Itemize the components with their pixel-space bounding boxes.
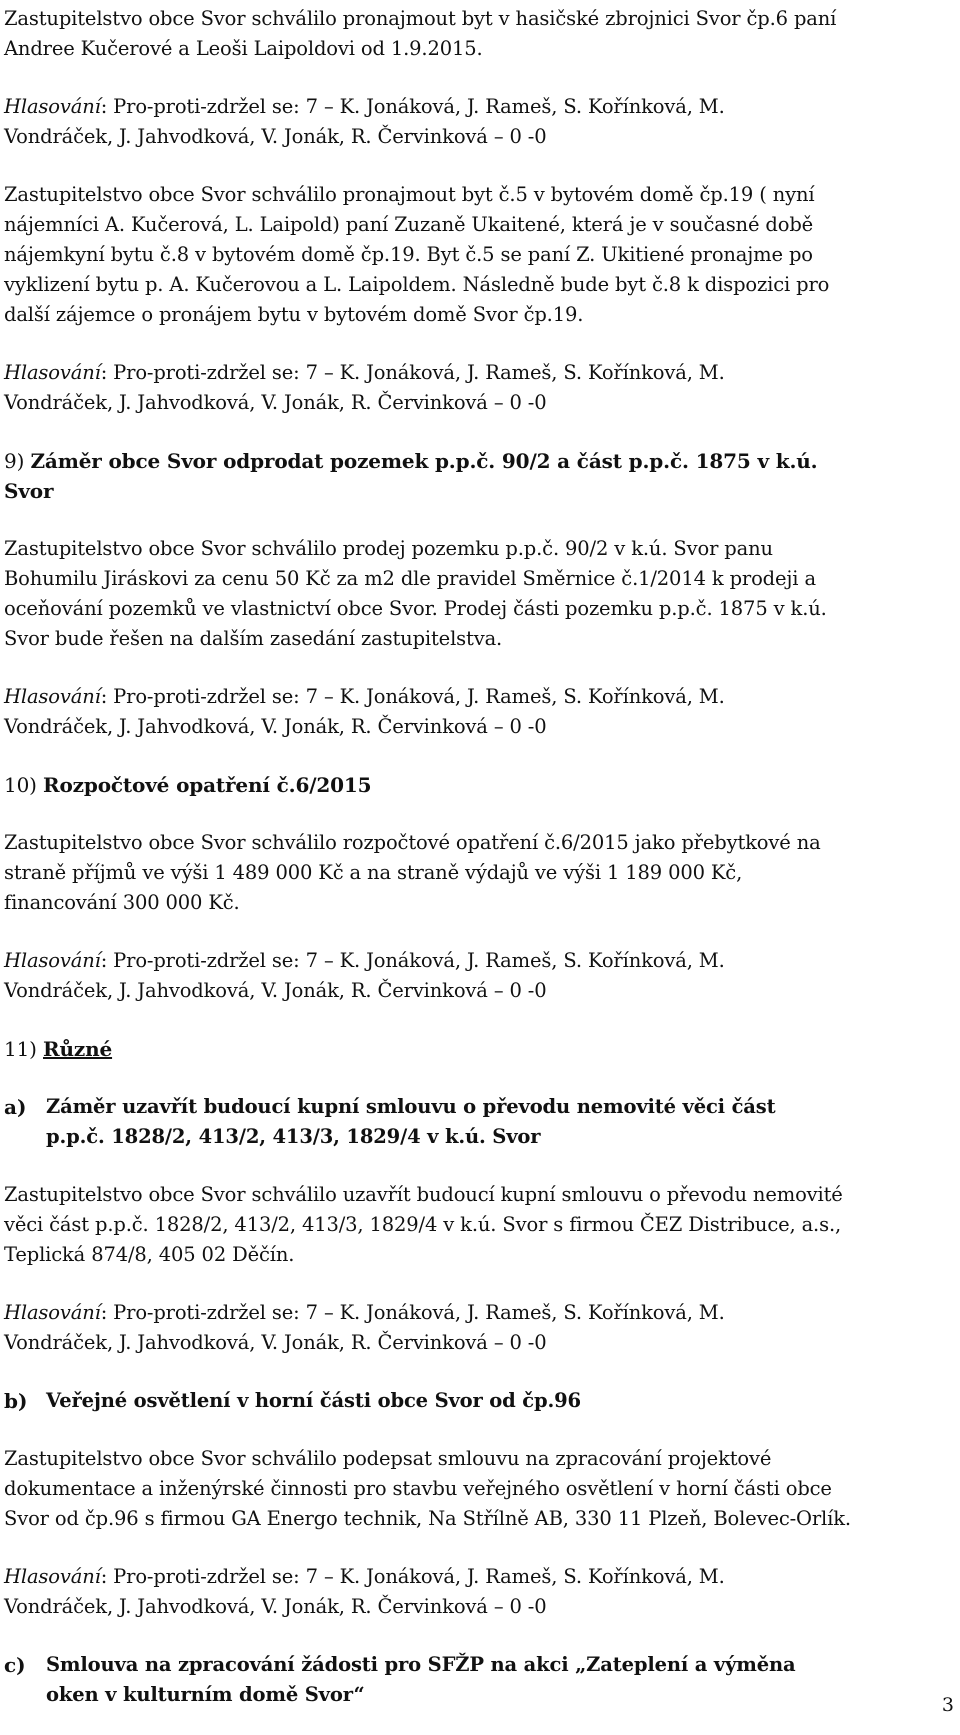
vote-label: Hlasování [4,949,101,972]
subsection-heading-b [4,1386,954,1416]
section-number: 11) [4,1037,44,1061]
subsection-heading-c [4,1650,954,1710]
vote-result: : Pro-proti-zdržel se: 7 – K. Jonáková, J. Rameš, S. Kořínková, M. Vondráček, J. Jahvodková, V. Jonák, R. Červinková – 0 -0 [4,949,725,1002]
section-heading-11 [4,1034,954,1064]
subsection-heading-a [4,1092,954,1152]
vote-label: Hlasování [4,685,101,708]
document-page [4,4,954,1710]
vote-result: : Pro-proti-zdržel se: 7 – K. Jonáková, J. Rameš, S. Kořínková, M. Vondráček, J. Jahvodková, V. Jonák, R. Červinková – 0 -0 [4,1301,725,1354]
vote-result: : Pro-proti-zdržel se: 7 – K. Jonáková, J. Rameš, S. Kořínková, M. Vondráček, J. Jahvodková, V. Jonák, R. Červinková – 0 -0 [4,1565,725,1618]
vote-record [4,1298,954,1358]
section-title: Různé [43,1037,113,1061]
vote-result: : Pro-proti-zdržel se: 7 – K. Jonáková, J. Rameš, S. Kořínková, M. Vondráček, J. Jahvodková, V. Jonák, R. Červinková – 0 -0 [4,361,725,414]
subsection-title: Smlouva na zpracování žádosti pro SFŽP na akci „Zateplení a výměna oken v kulturním domě Svor“ [46,1653,796,1706]
page-number: 3 [941,1694,954,1716]
subsection-title: Záměr uzavřít budoucí kupní smlouvu o převodu nemovité věci část p.p.č. 1828/2, 413/2, 413/3, 1829/4 v k.ú. Svor [46,1095,776,1148]
vote-record [4,946,954,1006]
paragraph-public-lighting: Zastupitelstvo obce Svor schválilo podepsat smlouvu na zpracování projektové dokumentace a inženýrské činnosti pro stavbu veřejného osvětlení v horní části obce Svor od čp.96 s firmou GA Energo technik, Na Střílně AB, 330 11 Plzeň, Bolevec-Orlík. [4,1447,851,1530]
vote-result: : Pro-proti-zdržel se: 7 – K. Jonáková, J. Rameš, S. Kořínková, M. Vondráček, J. Jahvodková, V. Jonák, R. Červinková – 0 -0 [4,95,725,148]
vote-label: Hlasování [4,361,101,384]
vote-result: : Pro-proti-zdržel se: 7 – K. Jonáková, J. Rameš, S. Kořínková, M. Vondráček, J. Jahvodková, V. Jonák, R. Červinková – 0 -0 [4,685,725,738]
section-number: 10) [4,773,44,797]
subsection-title: Veřejné osvětlení v horní části obce Svor od čp.96 [46,1389,581,1412]
section-title: Rozpočtové opatření č.6/2015 [43,773,372,797]
subsection-letter: b) [4,1389,28,1413]
vote-label: Hlasování [4,1301,101,1324]
paragraph-land-sale: Zastupitelstvo obce Svor schválilo prodej pozemku p.p.č. 90/2 v k.ú. Svor panu Bohumilu Jiráskovi za cenu 50 Kč za m2 dle pravidel Směrnice č.1/2014 k prodeji a oceňování pozemků ve vlastnictví obce Svor. Prodej části pozemku p.p.č. 1875 v k.ú. Svor bude řešen na dalším zasedání zastupitelstva. [4,537,827,650]
section-heading-9 [4,446,954,506]
subsection-letter: c) [4,1653,26,1677]
paragraph-lease-flat-5: Zastupitelstvo obce Svor schválilo pronajmout byt č.5 v bytovém domě čp.19 ( nyní nájemníci A. Kučerová, L. Laipold) paní Zuzaně Ukaitené, která je v současné době nájemkyní bytu č.8 v bytovém domě čp.19. Byt č.5 se paní Z. Ukitiené pronajme po vyklizení bytu p. A. Kučerovou a L. Laipoldem. Následně bude byt č.8 k dispozici pro další zájemce o pronájem bytu v bytovém domě Svor čp.19. [4,183,830,326]
vote-label: Hlasování [4,1565,101,1588]
paragraph-budget-measure: Zastupitelstvo obce Svor schválilo rozpočtové opatření č.6/2015 jako přebytkové na straně příjmů ve výši 1 489 000 Kč a na straně výdajů ve výši 1 189 000 Kč, financování 300 000 Kč. [4,831,821,914]
vote-record [4,92,954,152]
vote-record [4,682,954,742]
paragraph-lease-fire-station: Zastupitelstvo obce Svor schválilo pronajmout byt v hasičské zbrojnici Svor čp.6 paní Andree Kučerové a Leoši Laipoldovi od 1.9.2015. [4,7,837,60]
paragraph-purchase-contract: Zastupitelstvo obce Svor schválilo uzavřít budoucí kupní smlouvu o převodu nemovité věci část p.p.č. 1828/2, 413/2, 413/3, 1829/4 v k.ú. Svor s firmou ČEZ Distribuce, a.s., Teplická 874/8, 405 02 Děčín. [4,1183,843,1266]
vote-label: Hlasování [4,95,101,118]
section-number: 9) [4,449,31,473]
vote-record [4,358,954,418]
section-heading-10 [4,770,954,800]
section-title: Záměr obce Svor odprodat pozemek p.p.č. 90/2 a část p.p.č. 1875 v k.ú. Svor [4,449,818,503]
subsection-letter: a) [4,1095,27,1119]
vote-record [4,1562,954,1622]
